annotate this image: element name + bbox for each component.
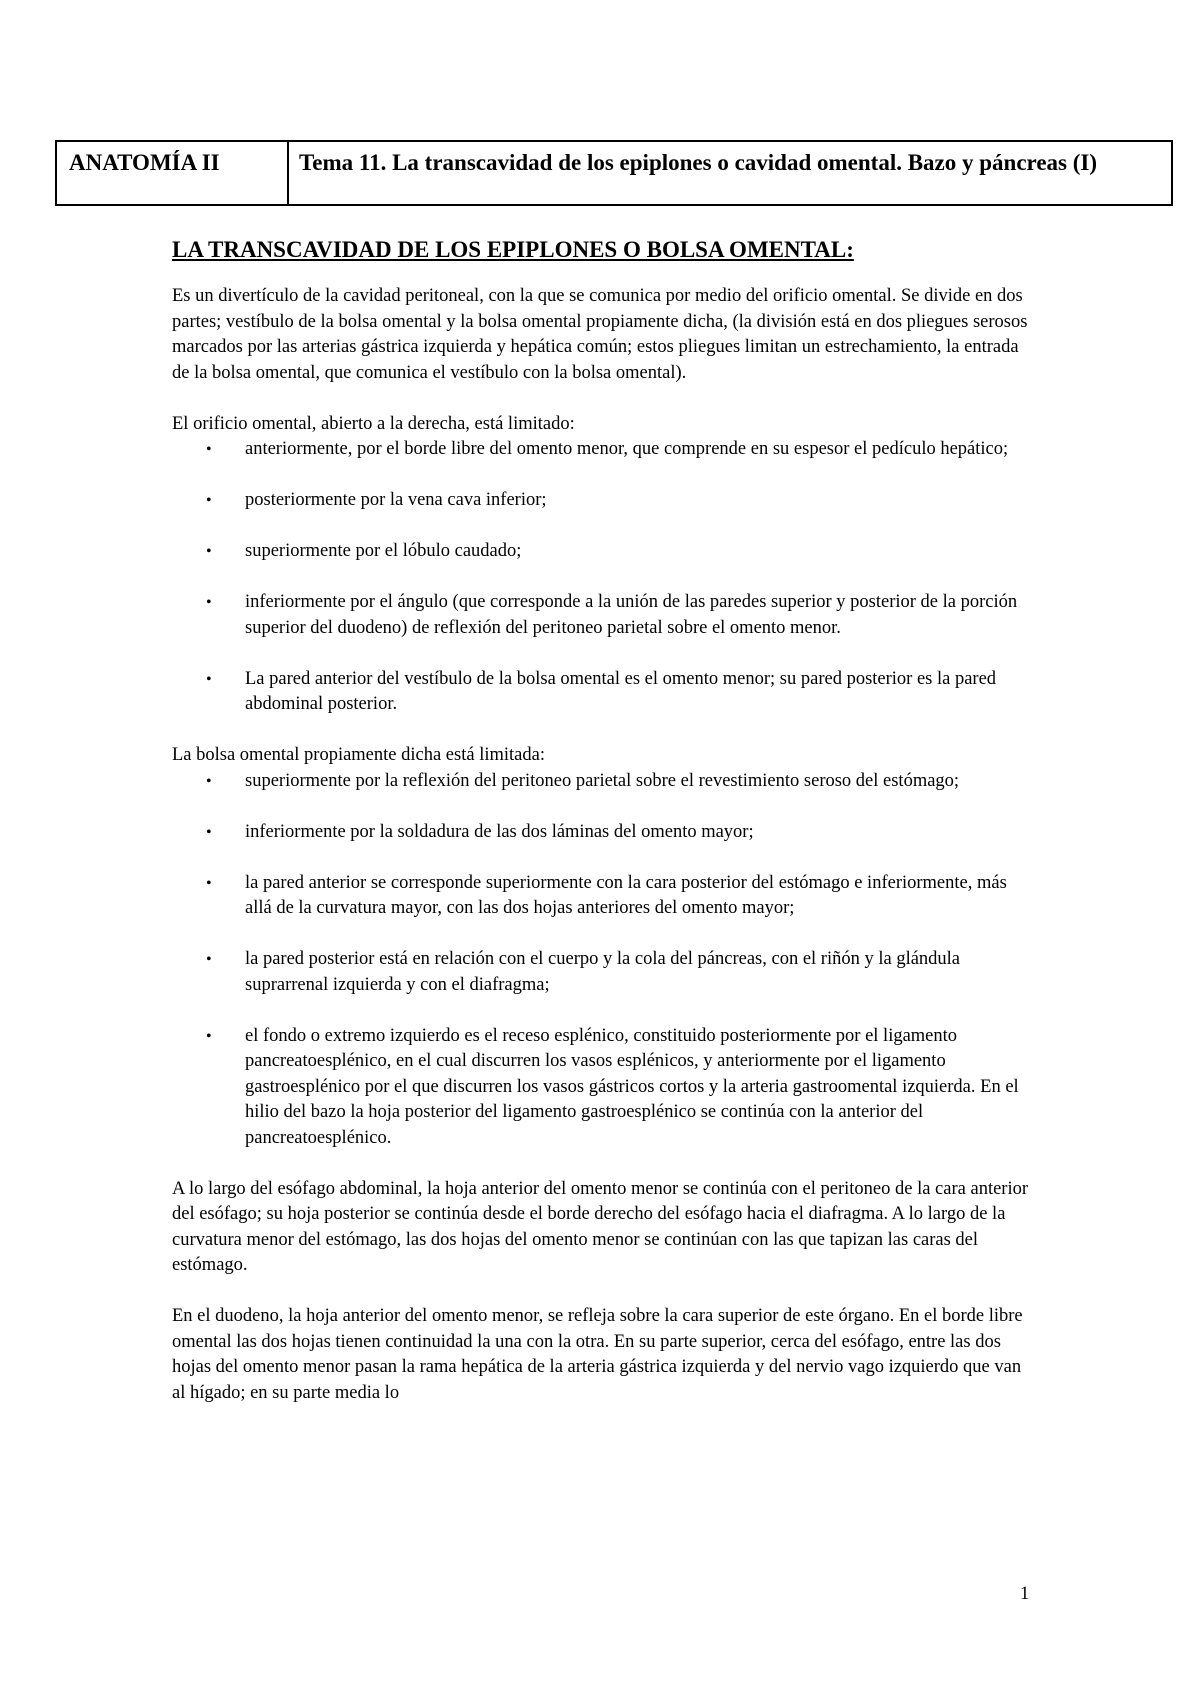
header-table	[55, 140, 1173, 206]
list-item: • posteriormente por la vena cava inferior;	[172, 488, 1032, 514]
bullet-icon: •	[206, 670, 212, 688]
bullet-icon: •	[206, 543, 212, 560]
esofago-paragraph: A lo largo del esófago abdominal, la hoja anterior del omento menor se continúa con el peritoneo de la cara anterior del esófago; su hoja posterior se continúa desde el borde derecho del esófago hacia el diafragma. A lo largo de la curvatura menor del estómago, las dos hojas del omento menor se continúan con las que tapizan las caras del estómago.	[172, 1178, 1029, 1275]
list-item: • el fondo o extremo izquierdo es el receso esplénico, constituido posteriormente por el ligamento pancreatoesplénico, en el cual discurren los vasos esplénicos, y anteriormente por el ligamento gastroesplénico por el que discurren los vasos gástricos cortos y la arteria gastroomental izquierda. En el hilio del bazo la hoja posterior del ligamento gastroesplénico se continúa con la anterior del pancreatoesplénico.	[206, 1025, 1019, 1148]
bullet-icon: •	[206, 441, 212, 458]
bullet-icon: •	[206, 951, 212, 968]
bullet-icon: •	[206, 1027, 212, 1045]
list-item: • superiormente por el lóbulo caudado;	[172, 539, 1032, 565]
bullet-icon: •	[206, 594, 212, 611]
bullet-icon: •	[206, 823, 212, 841]
topic-cell: Tema 11. La transcavidad de los epiplones o cavidad omental. Bazo y páncreas (I)	[299, 150, 1098, 175]
bolsa-lead: La bolsa omental propiamente dicha está limitada:	[172, 745, 545, 765]
bullet-icon: •	[206, 492, 212, 509]
page-number: 1	[1020, 1584, 1030, 1604]
bolsa-list	[172, 769, 1032, 1152]
list-item: • La pared anterior del vestíbulo de la bolsa omental es el omento menor; su pared posterior es la pared abdominal posterior.	[206, 668, 997, 714]
list-item: • la pared posterior está en relación con el cuerpo y la cola del páncreas, con el riñón y la glándula suprarrenal izquierda y con el diafragma;	[206, 949, 961, 995]
list-item: • anteriormente, por el borde libre del omento menor, que comprende en su espesor el pedículo hepático;	[172, 437, 1032, 463]
orificio-lead: El orificio omental, abierto a la derecha, está limitado:	[172, 413, 575, 434]
list-item: • inferiormente por el ángulo (que corresponde a la unión de las paredes superior y posterior de la porción superior del duodeno) de reflexión del peritoneo parietal sobre el omento menor.	[206, 592, 1018, 638]
list-item: • superiormente por la reflexión del peritoneo parietal sobre el revestimiento seroso del estómago;	[172, 769, 1032, 795]
intro-paragraph: Es un divertículo de la cavidad peritoneal, con la que se comunica por medio del orificio omental. Se divide en dos partes; vestíbulo de la bolsa omental y la bolsa omental propiamente dicha, (la división está en dos pliegues serosos marcados por las arterias gástrica izquierda y hepática común; estos pliegues limitan un estrechamiento, la entrada de la bolsa omental, que comunica el vestíbulo con la bolsa omental).	[172, 286, 1028, 383]
orificio-list	[172, 437, 1032, 718]
list-item: • la pared anterior se corresponde superiormente con la cara posterior del estómago e inferiormente, más allá de la curvatura mayor, con las dos hojas anteriores del omento mayor;	[206, 872, 1007, 918]
subject-cell: ANATOMÍA II	[57, 142, 289, 204]
bullet-icon: •	[206, 874, 212, 892]
document-body	[172, 236, 1032, 1406]
bullet-icon: •	[206, 772, 212, 790]
section-title: LA TRANSCAVIDAD DE LOS EPIPLONES O BOLSA OMENTAL:	[172, 237, 854, 262]
duodeno-paragraph: En el duodeno, la hoja anterior del omento menor, se refleja sobre la cara superior de este órgano. En el borde libre omental las dos hojas tienen continuidad la una con la otra. En su parte superior, cerca del esófago, entre las dos hojas del omento menor pasan la rama hepática de la arteria gástrica izquierda y del nervio vago izquierdo que van al hígado; en su parte media lo	[172, 1306, 1023, 1403]
list-item: • inferiormente por la soldadura de las dos láminas del omento mayor;	[172, 820, 1032, 846]
